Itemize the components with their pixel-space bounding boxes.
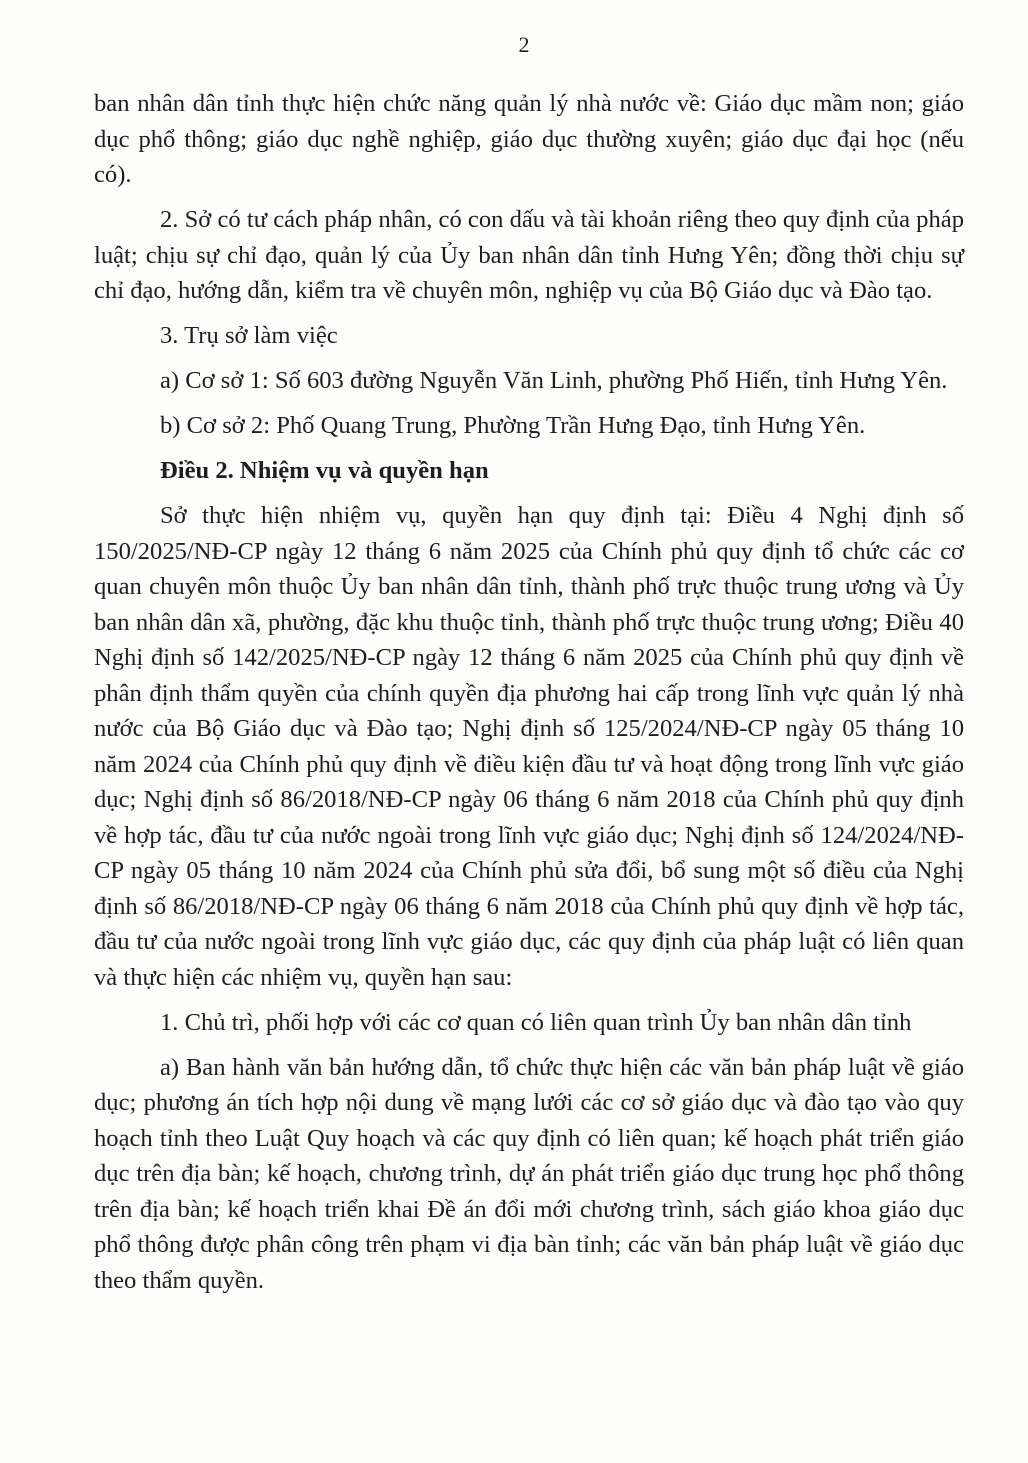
paragraph-task-1: 1. Chủ trì, phối hợp với các cơ quan có liên quan trình Ủy ban nhân dân tỉnh — [160, 1008, 912, 1036]
paragraph-clause-3: 3. Trụ sở làm việc — [160, 322, 338, 349]
article-2-heading: Điều 2. Nhiệm vụ và quyền hạn — [160, 457, 489, 484]
paragraph-site-1: a) Cơ sở 1: Số 603 đường Nguyễn Văn Linh, phường Phố Hiến, tỉnh Hưng Yên. — [160, 367, 948, 394]
paragraph-continuation: ban nhân dân tỉnh thực hiện chức năng quản lý nhà nước về: Giáo dục mầm non; giáo dục phổ thông; giáo dục nghề nghiệp, giáo dục thường xuyên; giáo dục đại học (nếu có). — [94, 90, 964, 188]
document-body — [94, 86, 964, 1298]
paragraph-site-2: b) Cơ sở 2: Phố Quang Trung, Phường Trần Hưng Đạo, tỉnh Hưng Yên. — [160, 412, 866, 439]
paragraph-clause-2: 2. Sở có tư cách pháp nhân, có con dấu và tài khoản riêng theo quy định của pháp luật; chịu sự chỉ đạo, quản lý của Ủy ban nhân dân tỉnh Hưng Yên; đồng thời chịu sự chỉ đạo, hướng dẫn, kiểm tra về chuyên môn, nghiệp vụ của Bộ Giáo dục và Đào tạo. — [94, 206, 964, 304]
paragraph-task-1a: a) Ban hành văn bản hướng dẫn, tổ chức thực hiện các văn bản pháp luật về giáo dục; phương án tích hợp nội dung về mạng lưới các cơ sở giáo dục và đào tạo vào quy hoạch tỉnh theo Luật Quy hoạch và các quy định có liên quan; kế hoạch phát triển giáo dục trên địa bàn; kế hoạch, chương trình, dự án phát triển giáo dục trung học phổ thông trên địa bàn; kế hoạch triển khai Đề án đổi mới chương trình, sách giáo khoa giáo dục phổ thông được phân công trên phạm vi địa bàn tỉnh; các văn bản pháp luật về giáo dục theo thẩm quyền. — [94, 1053, 964, 1294]
paragraph-article-2-intro: Sở thực hiện nhiệm vụ, quyền hạn quy định tại: Điều 4 Nghị định số 150/2025/NĐ-CP ngày 12 tháng 6 năm 2025 của Chính phủ quy định tổ chức các cơ quan chuyên môn thuộc Ủy ban nhân dân tỉnh, thành phố trực thuộc trung ương và Ủy ban nhân dân xã, phường, đặc khu thuộc tỉnh, thành phố trực thuộc trung ương; Điều 40 Nghị định số 142/2025/NĐ-CP ngày 12 tháng 6 năm 2025 của Chính phủ quy định về phân định thẩm quyền của chính quyền địa phương hai cấp trong lĩnh vực quản lý nhà nước của Bộ Giáo dục và Đào tạo; Nghị định số 125/2024/NĐ-CP ngày 05 tháng 10 năm 2024 của Chính phủ quy định về điều kiện đầu tư và hoạt động trong lĩnh vực giáo dục; Nghị định số 86/2018/NĐ-CP ngày 06 tháng 6 năm 2018 của Chính phủ quy định về hợp tác, đầu tư của nước ngoài trong lĩnh vực giáo dục; Nghị định số 124/2024/NĐ-CP ngày 05 tháng 10 năm 2024 của Chính phủ sửa đổi, bổ sung một số điều của Nghị định số 86/2018/NĐ-CP ngày 06 tháng 6 năm 2018 của Chính phủ quy định về hợp tác, đầu tư của nước ngoài trong lĩnh vực giáo dục, các quy định của pháp luật có liên quan và thực hiện các nhiệm vụ, quyền hạn sau: — [94, 502, 964, 991]
page-number: 2 — [518, 32, 530, 57]
